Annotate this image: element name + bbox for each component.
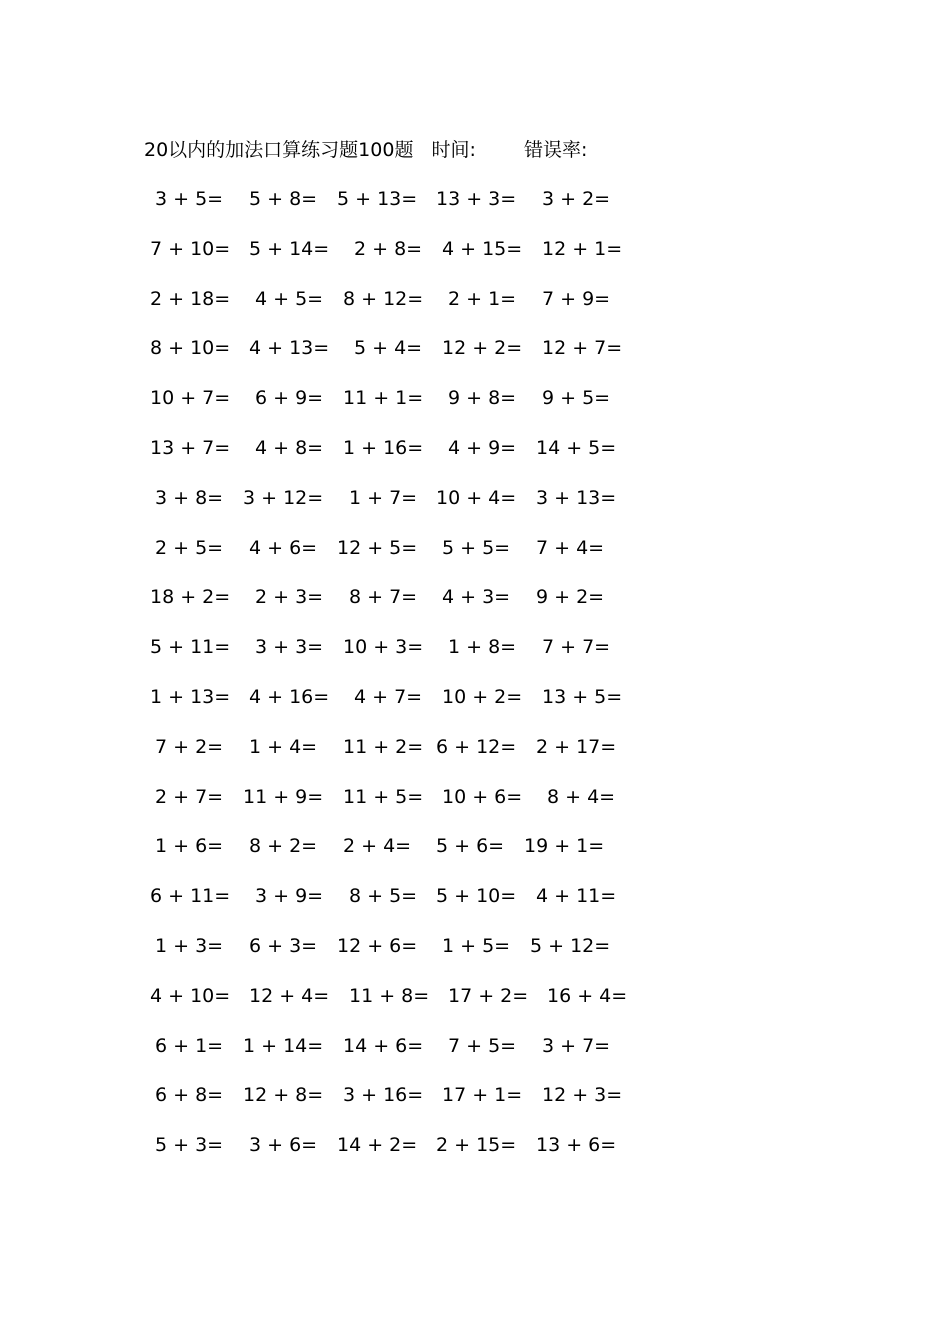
addition-problem: 12 + 2= [442, 337, 523, 360]
addition-problem: 12 + 6= [337, 934, 418, 957]
addition-problem: 7 + 10= [150, 237, 231, 260]
addition-problem: 12 + 8= [243, 1084, 324, 1107]
addition-problem: 10 + 6= [442, 785, 523, 808]
addition-problem: 17 + 1= [442, 1084, 523, 1107]
addition-problem: 6 + 12= [436, 735, 517, 758]
addition-problem: 5 + 5= [442, 536, 511, 559]
addition-problem: 3 + 7= [542, 1034, 611, 1057]
addition-problem: 2 + 4= [343, 835, 412, 858]
addition-problem: 3 + 5= [155, 188, 224, 210]
addition-problem: 8 + 7= [349, 586, 418, 609]
addition-problem: 8 + 12= [343, 287, 424, 310]
addition-problem: 1 + 8= [448, 636, 517, 659]
addition-problem: 4 + 5= [255, 287, 324, 310]
addition-problem: 7 + 5= [448, 1034, 517, 1057]
addition-problem: 9 + 8= [448, 387, 517, 410]
addition-problem: 5 + 13= [337, 188, 418, 210]
addition-problem: 1 + 13= [150, 685, 231, 708]
addition-problem: 1 + 7= [349, 486, 418, 509]
addition-problem: 5 + 6= [436, 835, 505, 858]
addition-problem: 6 + 3= [249, 934, 318, 957]
addition-problem: 8 + 2= [249, 835, 318, 858]
addition-problem: 10 + 4= [436, 486, 517, 509]
addition-problem: 1 + 16= [343, 436, 424, 459]
addition-problem: 2 + 15= [436, 1134, 517, 1157]
addition-problem: 14 + 5= [536, 436, 617, 459]
addition-problem: 2 + 7= [155, 785, 224, 808]
addition-problem: 3 + 6= [249, 1134, 318, 1157]
addition-problem: 5 + 8= [249, 188, 318, 210]
addition-problem: 12 + 4= [249, 984, 330, 1007]
addition-problem: 2 + 18= [150, 287, 231, 310]
addition-problem: 4 + 16= [249, 685, 330, 708]
addition-problem: 2 + 8= [354, 237, 423, 260]
addition-problem: 10 + 7= [150, 387, 231, 410]
addition-problem: 8 + 10= [150, 337, 231, 360]
addition-problem: 1 + 14= [243, 1034, 324, 1057]
addition-problem: 2 + 1= [448, 287, 517, 310]
addition-problem: 12 + 5= [337, 536, 418, 559]
addition-problem: 6 + 8= [155, 1084, 224, 1107]
addition-problem: 4 + 10= [150, 984, 231, 1007]
addition-problem: 19 + 1= [524, 835, 605, 858]
addition-problem: 6 + 11= [150, 885, 231, 908]
addition-problem: 3 + 12= [243, 486, 324, 509]
addition-problem: 1 + 3= [155, 934, 224, 957]
addition-problem: 2 + 5= [155, 536, 224, 559]
addition-problem: 3 + 2= [542, 188, 611, 210]
addition-problem: 16 + 4= [547, 984, 628, 1007]
addition-problem: 5 + 4= [354, 337, 423, 360]
addition-problem: 13 + 7= [150, 436, 231, 459]
addition-problem: 12 + 3= [542, 1084, 623, 1107]
worksheet-header [144, 138, 587, 162]
addition-problem: 11 + 9= [243, 785, 324, 808]
error-rate-label: 错误率: [523, 139, 588, 161]
addition-problem: 4 + 7= [354, 685, 423, 708]
addition-problem: 5 + 10= [436, 885, 517, 908]
addition-problem: 13 + 5= [542, 685, 623, 708]
addition-problem: 12 + 7= [542, 337, 623, 360]
addition-problem: 4 + 15= [442, 237, 523, 260]
addition-problem: 4 + 3= [442, 586, 511, 609]
addition-problem: 6 + 1= [155, 1034, 224, 1057]
addition-problem: 13 + 6= [536, 1134, 617, 1157]
addition-problem: 4 + 6= [249, 536, 318, 559]
addition-problem: 12 + 1= [542, 237, 623, 260]
addition-problem: 6 + 9= [255, 387, 324, 410]
addition-problem: 4 + 13= [249, 337, 330, 360]
addition-problem: 5 + 12= [530, 934, 611, 957]
worksheet-title: 20以内的加法口算练习题100题 [144, 139, 414, 161]
addition-problem: 14 + 2= [337, 1134, 418, 1157]
addition-problem: 7 + 9= [542, 287, 611, 310]
addition-problem: 10 + 2= [442, 685, 523, 708]
addition-problem: 5 + 11= [150, 636, 231, 659]
addition-problem: 5 + 14= [249, 237, 330, 260]
addition-problem: 7 + 2= [155, 735, 224, 758]
addition-problem: 4 + 9= [448, 436, 517, 459]
addition-problem: 4 + 8= [255, 436, 324, 459]
addition-problem: 7 + 7= [542, 636, 611, 659]
addition-problem: 7 + 4= [536, 536, 605, 559]
addition-problem: 1 + 5= [442, 934, 511, 957]
addition-problem: 11 + 5= [343, 785, 424, 808]
addition-problem: 9 + 2= [536, 586, 605, 609]
addition-problem: 1 + 6= [155, 835, 224, 858]
addition-problem: 3 + 8= [155, 486, 224, 509]
addition-problem: 2 + 3= [255, 586, 324, 609]
addition-problem: 11 + 2= [343, 735, 424, 758]
addition-problem: 14 + 6= [343, 1034, 424, 1057]
time-label: 时间: [431, 139, 476, 161]
addition-problem: 3 + 9= [255, 885, 324, 908]
addition-problem: 10 + 3= [343, 636, 424, 659]
addition-problem: 9 + 5= [542, 387, 611, 410]
addition-problem: 11 + 1= [343, 387, 424, 410]
addition-problem: 17 + 2= [448, 984, 529, 1007]
addition-problem: 3 + 13= [536, 486, 617, 509]
addition-problem: 3 + 16= [343, 1084, 424, 1107]
addition-problem: 8 + 4= [547, 785, 616, 808]
addition-problem: 2 + 17= [536, 735, 617, 758]
addition-problem: 18 + 2= [150, 586, 231, 609]
addition-problem: 5 + 3= [155, 1134, 224, 1157]
addition-problem: 1 + 4= [249, 735, 318, 758]
addition-problem: 11 + 8= [349, 984, 430, 1007]
addition-problem: 3 + 3= [255, 636, 324, 659]
addition-problem: 13 + 3= [436, 188, 517, 210]
addition-problem: 4 + 11= [536, 885, 617, 908]
addition-problem: 8 + 5= [349, 885, 418, 908]
